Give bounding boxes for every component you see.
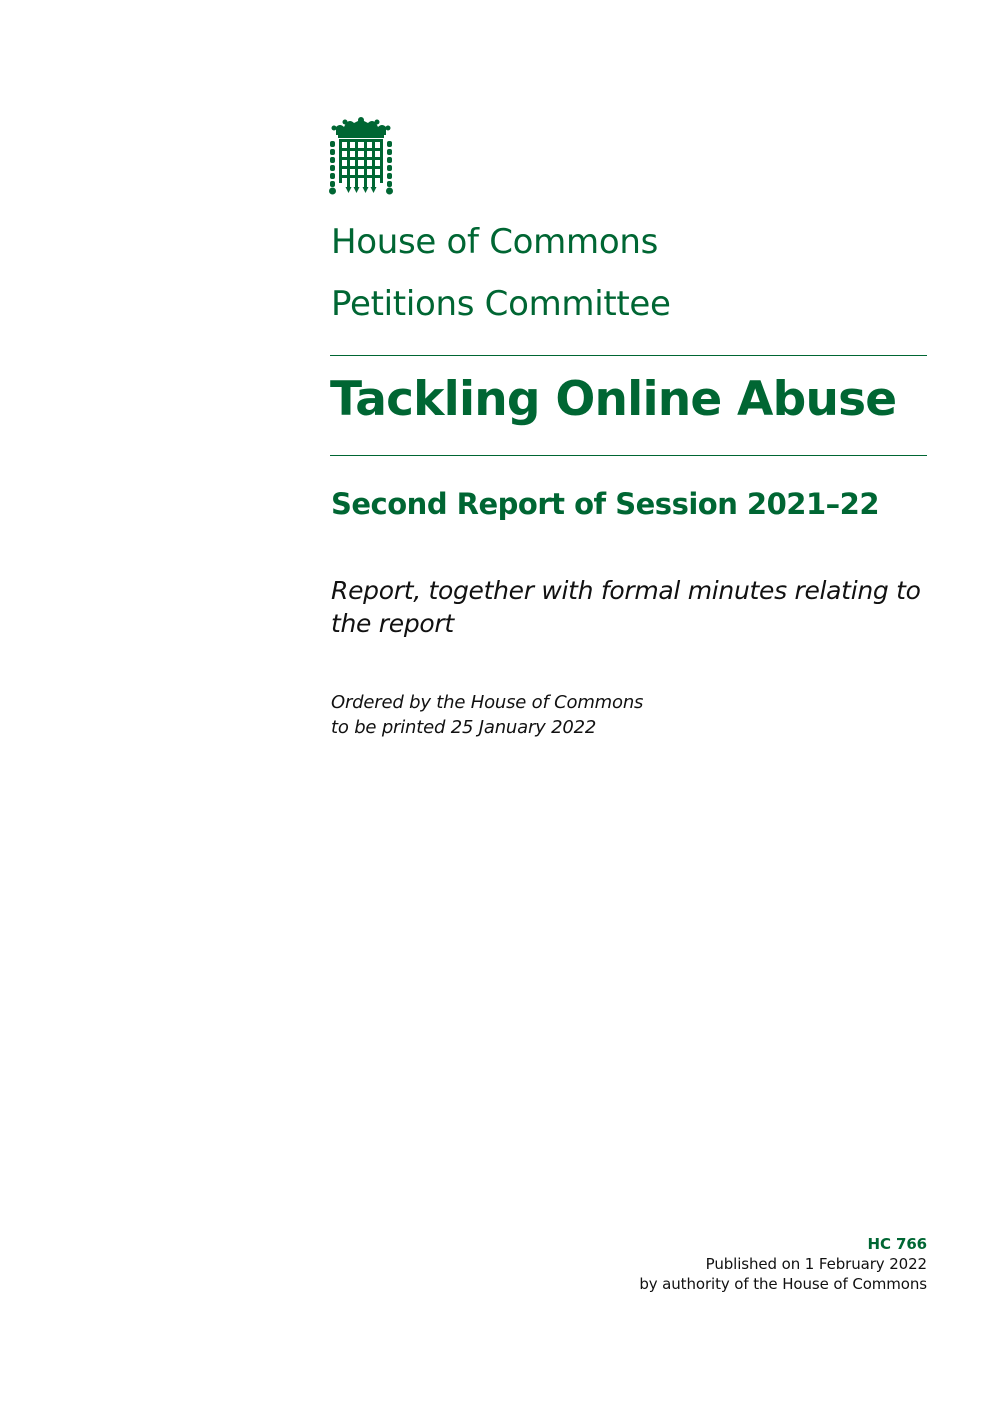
report-title: Tackling Online Abuse bbox=[330, 372, 897, 427]
ordered-line-2: to be printed 25 January 2022 bbox=[331, 717, 597, 738]
ordered-statement bbox=[331, 690, 643, 740]
title-top-divider bbox=[330, 355, 927, 356]
report-subtitle: Report, together with formal minutes relating to the report bbox=[331, 576, 921, 638]
publication-footer bbox=[639, 1234, 927, 1294]
portcullis-icon bbox=[328, 117, 394, 196]
committee-name: Petitions Committee bbox=[331, 284, 671, 324]
published-date: Published on 1 February 2022 bbox=[705, 1255, 927, 1273]
title-bottom-divider bbox=[330, 455, 927, 456]
authority-statement: by authority of the House of Commons bbox=[639, 1275, 927, 1293]
session-heading: Second Report of Session 2021–22 bbox=[331, 487, 879, 521]
publisher-name: House of Commons bbox=[331, 222, 658, 262]
hc-number: HC 766 bbox=[867, 1235, 927, 1253]
ordered-line-1: Ordered by the House of Commons bbox=[331, 692, 644, 713]
